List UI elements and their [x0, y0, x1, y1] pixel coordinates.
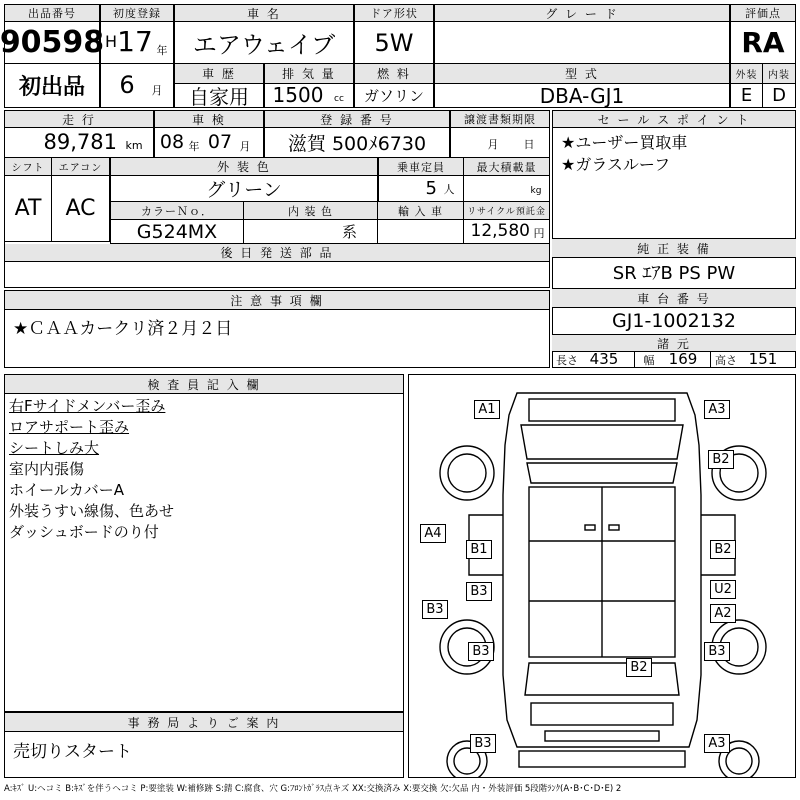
damage-diagram-frame — [408, 374, 796, 778]
interior-grade-label: 内装 — [763, 64, 796, 84]
inspector-item: ダッシュボードのり付 — [9, 523, 159, 541]
transfer-cell — [450, 128, 550, 158]
inspector-label: 検 査 員 記 入 欄 — [4, 374, 404, 394]
height-label: 高さ — [715, 354, 737, 367]
inspector-item: 外装うすい線傷、色あせ — [9, 502, 175, 520]
import-value — [378, 220, 464, 244]
chassis-label: 車 台 番 号 — [552, 288, 796, 308]
recycle-cell — [464, 220, 550, 244]
score-label: 評価点 — [730, 4, 796, 22]
first-reg-year: 17 — [117, 24, 153, 58]
max-load-label: 最大積載量 — [464, 158, 550, 176]
displacement-cell — [264, 84, 354, 108]
recycle-value: 12,580 — [470, 221, 530, 241]
first-exhibit-badge: 初出品 — [4, 64, 100, 108]
genuine-equip-value: SR ｴｱB PS PW — [612, 263, 736, 284]
chassis-value: GJ1-1002132 — [612, 310, 736, 332]
damage-mark: B2 — [710, 540, 736, 559]
exterior-color-value: グリーン — [110, 176, 378, 202]
damage-mark: B2 — [708, 450, 734, 469]
mileage-value: 89,781 — [43, 130, 117, 154]
model-code-value: DBA-GJ1 — [434, 84, 730, 108]
recycle-unit: 円 — [533, 227, 545, 240]
office-label: 事 務 局 よ り ご 案 内 — [4, 712, 404, 732]
score-value: RA — [730, 22, 796, 64]
exterior-color-label: 外 装 色 — [110, 158, 378, 176]
color-no-value: G524MX — [110, 220, 244, 244]
transfer-label: 譲渡書類期限 — [450, 110, 550, 128]
max-load-unit: kg — [530, 186, 542, 196]
height-cell — [710, 352, 796, 368]
sales-point-label: セ ー ル ス ポ イ ン ト — [552, 110, 796, 128]
damage-mark: A4 — [420, 524, 446, 543]
later-parts-value — [4, 262, 550, 288]
width-label: 幅 — [643, 354, 655, 367]
recycle-label: リサイクル預託金 — [464, 202, 550, 220]
inspection-label: 車 検 — [154, 110, 264, 128]
history-value: 自家用 — [174, 84, 264, 108]
transfer-month-unit: 月 — [487, 138, 499, 151]
door-label: ドア形状 — [354, 4, 434, 22]
damage-mark: B3 — [704, 642, 730, 661]
damage-mark: A3 — [704, 400, 730, 419]
fuel-label: 燃 料 — [354, 64, 434, 84]
first-reg-month-unit: 月 — [151, 84, 163, 97]
height-value: 151 — [748, 350, 778, 368]
exterior-grade-value: E — [730, 84, 763, 108]
damage-mark: B3 — [466, 582, 492, 601]
reg-number-label: 登 録 番 号 — [264, 110, 450, 128]
sales-point-1: ★ユーザー買取車 — [561, 132, 688, 152]
grade-value — [434, 22, 730, 64]
interior-color-value: 系 — [244, 220, 378, 244]
car-name-label: 車 名 — [174, 4, 354, 22]
damage-mark: U2 — [710, 580, 736, 599]
displacement-value: 1500 — [272, 83, 324, 107]
inspector-item: シートしみ大 — [9, 439, 100, 457]
first-reg-month-cell — [100, 64, 174, 108]
notice-text: ★ＣＡＡカークリ済２月２日 — [13, 318, 233, 339]
width-cell — [634, 352, 710, 368]
inspector-item: ロアサポート歪み — [9, 418, 130, 436]
fuel-value: ガソリン — [354, 84, 434, 108]
sales-point-2: ★ガラスルーフ — [561, 154, 671, 174]
inspection-year: 08 — [159, 131, 185, 153]
lot-number: 90598 — [4, 22, 100, 64]
inspector-item: 右Fサイドメンバー歪み — [9, 397, 166, 415]
capacity-value: 5 — [425, 177, 437, 199]
first-reg-era: H — [104, 31, 118, 51]
shift-label: シフト — [4, 158, 52, 176]
inspection-year-unit: 年 — [188, 140, 200, 153]
aircon-value: AC — [52, 176, 110, 242]
legend-footer: A:ｷｽﾞ U:ヘコミ B:ｷｽﾞを伴うヘコミ P:要塗装 W:補修跡 S:錆 C:腐食、穴 G:ﾌﾛﾝﾄｶﾞﾗｽ点キズ XX:交換済み X:要交換 欠:欠品 内・外装評価 5段階ﾗﾝｸ(A･B･C･D･E) 2 — [4, 784, 622, 794]
car-diagram — [409, 375, 795, 777]
history-label: 車 歴 — [174, 64, 264, 84]
width-value: 169 — [668, 350, 698, 368]
interior-grade-value: D — [763, 84, 796, 108]
mileage-cell — [4, 128, 154, 158]
damage-mark: A2 — [710, 604, 736, 623]
grade-label: グ レ ー ド — [434, 4, 730, 22]
model-code-label: 型 式 — [434, 64, 730, 84]
color-no-label: カラーＮｏ． — [110, 202, 244, 220]
shift-value: AT — [4, 176, 52, 242]
inspection-cell — [154, 128, 264, 158]
damage-mark: B3 — [470, 734, 496, 753]
door-value: 5W — [354, 22, 434, 64]
first-reg-value — [100, 22, 174, 64]
damage-mark: B3 — [468, 642, 494, 661]
max-load-value — [464, 176, 522, 200]
inspection-month: 07 — [207, 131, 233, 153]
length-cell — [552, 352, 634, 368]
first-reg-year-unit: 年 — [156, 44, 168, 57]
length-label: 長さ — [556, 354, 578, 367]
interior-color-label: 内 装 色 — [244, 202, 378, 220]
dimensions-label: 諸 元 — [552, 334, 796, 352]
inspector-list — [9, 396, 401, 543]
displacement-unit: cc — [334, 94, 344, 104]
first-reg-month: 6 — [119, 71, 135, 99]
mileage-label: 走 行 — [4, 110, 154, 128]
later-parts-label: 後 日 発 送 部 品 — [4, 244, 550, 262]
capacity-cell — [378, 176, 464, 202]
damage-mark: B2 — [626, 658, 652, 677]
transfer-day-unit: 日 — [523, 138, 535, 151]
aircon-label: エアコン — [52, 158, 110, 176]
car-name: エアウェイブ — [174, 22, 354, 64]
mileage-unit: km — [125, 138, 143, 152]
capacity-unit: 人 — [443, 183, 455, 196]
exterior-grade-label: 外装 — [730, 64, 763, 84]
damage-mark: B3 — [422, 600, 448, 619]
first-reg-label: 初度登録 — [100, 4, 174, 22]
inspector-item: ホイールカバーA — [9, 481, 124, 499]
inspector-item: 室内内張傷 — [9, 460, 85, 478]
damage-mark: A3 — [704, 734, 730, 753]
genuine-equip-label: 純 正 装 備 — [552, 238, 796, 258]
import-label: 輸 入 車 — [378, 202, 464, 220]
displacement-label: 排 気 量 — [264, 64, 354, 84]
damage-mark: B1 — [466, 540, 492, 559]
lot-label: 出品番号 — [4, 4, 100, 22]
notice-label: 注 意 事 項 欄 — [4, 290, 550, 310]
damage-mark: A1 — [474, 400, 500, 419]
length-value: 435 — [589, 350, 619, 368]
reg-number-value: 滋賀 500ﾒ6730 — [264, 128, 450, 158]
inspection-month-unit: 月 — [239, 140, 251, 153]
office-text: 売切りスタート — [13, 741, 132, 762]
capacity-label: 乗車定員 — [378, 158, 464, 176]
max-load-cell — [464, 176, 550, 202]
